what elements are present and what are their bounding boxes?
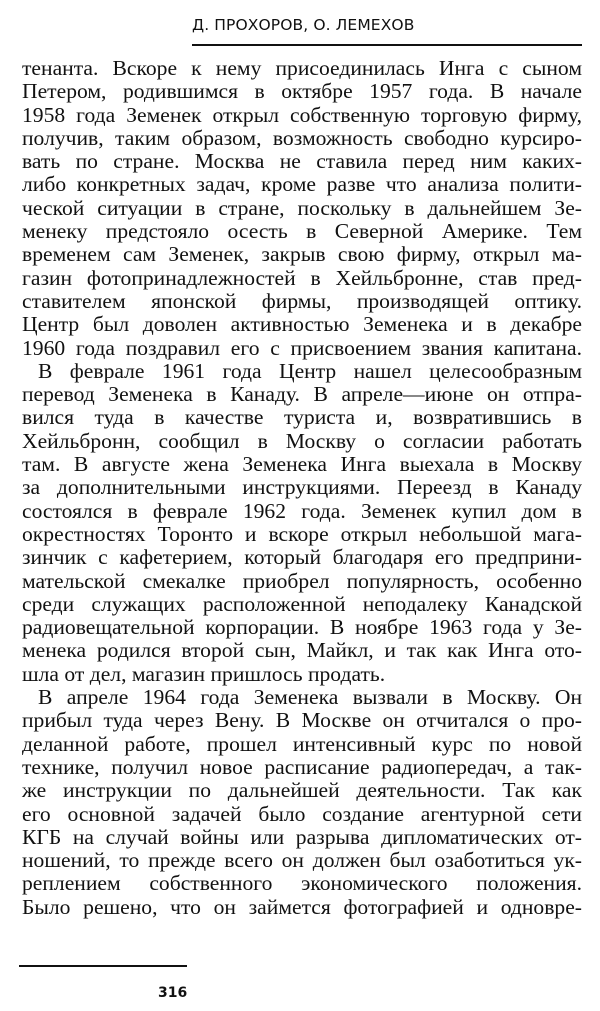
text-line: временем сам Земенек, закрыв свою фирму, открыл ма- xyxy=(22,242,582,267)
text-line: деланной работе, прошел интенсивный курс по новой xyxy=(22,731,582,756)
text-line: КГБ на случай войны или разрыва дипломатических от- xyxy=(22,824,582,849)
text-line: шла от дел, магазин пришлось продать. xyxy=(22,661,386,686)
text-line: там. В августе жена Земенека Инга выехала в Москву xyxy=(22,452,582,477)
text-line: тенанта. Вскоре к нему присоединилась Инга с сыном xyxy=(22,56,582,80)
text-line: ческой ситуации в стране, поскольку в дальнейшем Зе- xyxy=(22,195,582,220)
header-rule xyxy=(192,44,582,46)
text-line: ставителем японской фирмы, производящей оптику. xyxy=(22,288,582,313)
text-line: Петером, родившимся в октябре 1957 года. В начале xyxy=(22,79,582,104)
text-line: же инструкции по дальнейшей деятельности. Так как xyxy=(22,778,582,803)
paragraph-3 xyxy=(22,686,582,919)
page-number: 316 xyxy=(158,985,188,1001)
text-line: либо конкретных задач, кроме разве что анализа полити- xyxy=(22,172,582,197)
text-line: Хейльбронн, сообщил в Москву о согласии работать xyxy=(22,428,582,453)
text-line: 1960 года поздравил его с присвоением звания капитана. xyxy=(22,335,582,360)
text-line: получив, таким образом, возможность свободно курсиро- xyxy=(22,125,582,150)
text-line: состоялся в феврале 1962 года. Земенек купил дом в xyxy=(22,498,582,523)
text-line: вать по стране. Москва не ставила перед ним каких- xyxy=(22,149,582,174)
text-line: ношений, то прежде всего он должен был озаботиться ук- xyxy=(22,848,582,873)
text-line: газин фотопринадлежностей в Хейльбронне, став пред- xyxy=(22,265,582,290)
text-line: его основной задачей было создание агентурной сети xyxy=(22,801,582,826)
text-line: менека родился второй сын, Майкл, и так как Инга ото- xyxy=(22,638,582,663)
text-line: зинчик с кафетерием, который благодаря его предприни- xyxy=(22,545,582,570)
body-text xyxy=(22,57,582,919)
text-line: радиовещательной корпорации. В ноябре 1963 года у Зе- xyxy=(22,615,582,640)
footer-rule xyxy=(19,965,187,967)
paragraph-2 xyxy=(22,360,582,686)
text-line: за дополнительными инструкциями. Переезд в Канаду xyxy=(22,475,582,500)
text-line: Было решено, что он займется фотографией и одновре- xyxy=(22,894,582,919)
text-line: менеку предстояло осесть в Северной Америке. Тем xyxy=(22,219,582,244)
running-head: Д. ПРОХОРОВ, О. ЛЕМЕХОВ xyxy=(192,16,415,34)
text-line: мательской смекалке приобрел популярность, особенно xyxy=(22,568,582,593)
text-line: 1958 года Земенек открыл собственную торговую фирму, xyxy=(22,102,582,127)
text-line: вился туда в качестве туриста и, возвратившись в xyxy=(22,405,582,430)
text-line: технике, получил новое расписание радиопередач, а так- xyxy=(22,754,582,779)
text-line: Центр был доволен активностью Земенека и в декабре xyxy=(22,312,582,337)
text-line: В феврале 1961 года Центр нашел целесообразным xyxy=(38,358,582,383)
text-line: перевод Земенека в Канаду. В апреле—июне он отпра- xyxy=(22,382,582,407)
text-line: реплением собственного экономического положения. xyxy=(22,871,582,896)
text-line: В апреле 1964 года Земенека вызвали в Москву. Он xyxy=(38,685,582,710)
text-line: окрестностях Торонто и вскоре открыл небольшой мага- xyxy=(22,521,582,546)
text-line: среди служащих расположенной неподалеку Канадской xyxy=(22,591,582,616)
paragraph-1 xyxy=(22,57,582,360)
text-line: прибыл туда через Вену. В Москве он отчитался о про- xyxy=(22,708,582,733)
